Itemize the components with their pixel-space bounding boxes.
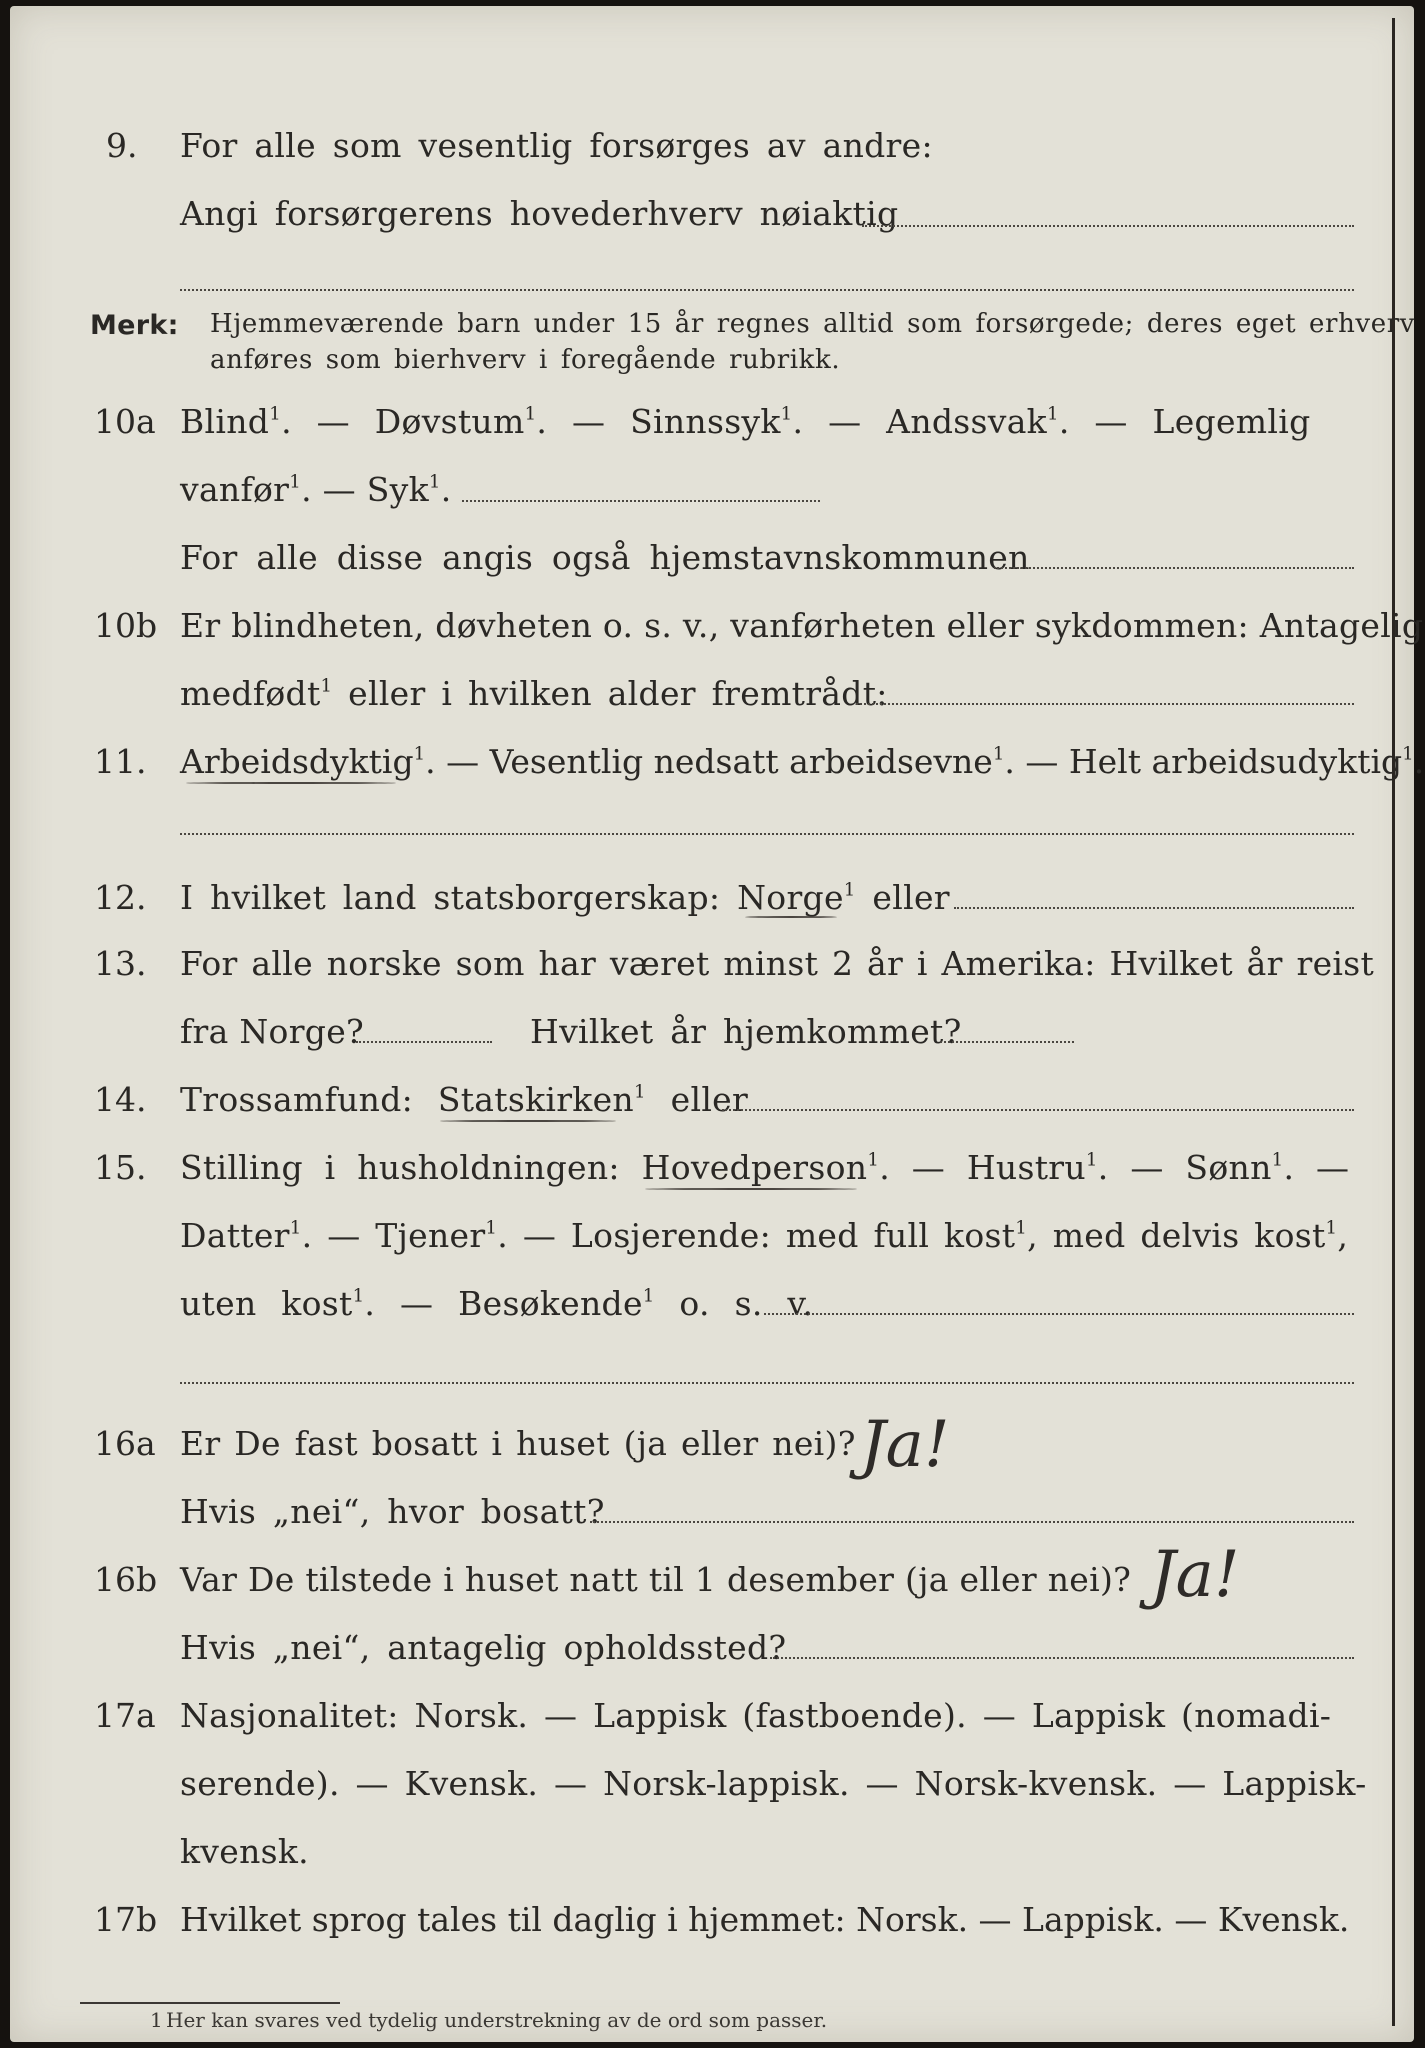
q10a-answer-line2[interactable] — [994, 567, 1354, 569]
q15-answer-line2[interactable] — [180, 1382, 1354, 1384]
q13-line1: For alle norske som har været minst 2 år i Amerika: Hvilket år reist — [180, 944, 1375, 983]
q12-answer-line[interactable] — [954, 907, 1354, 909]
q17b-line1: Hvilket sprog tales til daglig i hjemmet: Norsk. — Lappisk. — Kvensk. — [180, 1900, 1350, 1939]
q17a-line1: Nasjonalitet: Norsk. — Lappisk (fastboende). — Lappisk (nomadi- — [180, 1696, 1332, 1735]
q10a-answer-line1[interactable] — [462, 500, 820, 502]
footnote-text: Her kan svares ved tydelig understrekning av de ord som passer. — [166, 2008, 828, 2032]
q15-number: 15. — [94, 1148, 147, 1187]
q15-underline-hovedperson — [645, 1188, 857, 1190]
q13-answer-hjemkommet[interactable] — [940, 1041, 1074, 1043]
q9-answer-line2[interactable] — [180, 289, 1354, 291]
q17a-line3: kvensk. — [180, 1832, 309, 1871]
q12-underline-norge — [745, 916, 837, 918]
merk-line1: Hjemmeværende barn under 15 år regnes alltid som forsørgede; deres eget erhverv — [210, 309, 1416, 339]
q10b-number: 10b — [94, 606, 158, 645]
q9-line1: For alle som vesentlig forsørges av andre: — [180, 126, 933, 165]
footnote-rule — [80, 2002, 340, 2004]
q13-answer-reist[interactable] — [356, 1041, 492, 1043]
q12-number: 12. — [94, 878, 147, 917]
q17a-line2: serende). — Kvensk. — Norsk-lappisk. — Norsk-kvensk. — Lappisk- — [180, 1764, 1367, 1803]
q16b-handwritten-answer: Ja! — [1150, 1538, 1240, 1612]
q16a-line2: Hvis „nei“, hvor bosatt? — [180, 1492, 605, 1531]
q12-line1: I hvilket land statsborgerskap: Norge$^1$ eller — [180, 878, 950, 917]
q10b-answer-line[interactable] — [856, 703, 1354, 705]
q11-line1: Arbeidsdyktig$^1$. — Vesentlig nedsatt arbeidsevne$^1$. — Helt arbeidsudyktig$^1$. — [180, 742, 1425, 781]
q11-answer-line[interactable] — [180, 833, 1354, 835]
q16b-answer-line[interactable] — [770, 1657, 1354, 1659]
q10a-line3: For alle disse angis også hjemstavnskommunen — [180, 538, 1030, 577]
q16a-number: 16a — [94, 1424, 156, 1463]
q14-line1: Trossamfund: Statskirken$^1$ eller — [180, 1080, 749, 1119]
q14-number: 14. — [94, 1080, 147, 1119]
q16b-line1: Var De tilstede i huset natt til 1 desember (ja eller nei)? — [180, 1560, 1132, 1599]
q16b-line2: Hvis „nei“, antagelig opholdssted? — [180, 1628, 787, 1667]
q10b-line1: Er blindheten, døvheten o. s. v., vanførheten eller sykdommen: Antagelig — [180, 606, 1424, 645]
q11-number: 11. — [94, 742, 147, 781]
q14-underline-statskirken — [440, 1120, 616, 1122]
q13-number: 13. — [94, 944, 147, 983]
q9-line2: Angi forsørgerens hovederhverv nøiaktig — [180, 194, 899, 233]
q10b-line2: medfødt$^1$ eller i hvilken alder fremtrådt: — [180, 674, 888, 713]
footnote-mark: 1 — [150, 2008, 163, 2032]
q17b-number: 17b — [94, 1900, 158, 1939]
q16a-answer-line[interactable] — [590, 1521, 1354, 1523]
q16a-handwritten-answer: Ja! — [860, 1408, 950, 1482]
q17a-number: 17a — [94, 1696, 156, 1735]
q15-line3: uten kost$^1$. — Besøkende$^1$ o. s. v. — [180, 1284, 814, 1323]
q13-line2a: fra Norge? — [180, 1012, 365, 1051]
merk-label: Merk: — [90, 310, 179, 341]
q10a-line2: vanfør$^1$. — Syk$^1$. — [180, 470, 452, 509]
q13-line2b: Hvilket år hjemkommet? — [530, 1012, 962, 1051]
q15-line2: Datter$^1$. — Tjener$^1$. — Losjerende: med full kost$^1$, med delvis kost$^1$, — [180, 1216, 1349, 1255]
q16b-number: 16b — [94, 1560, 158, 1599]
merk-line2: anføres som bierhverv i foregående rubrikk. — [210, 345, 841, 375]
q9-answer-line1[interactable] — [862, 225, 1354, 227]
q10a-number: 10a — [94, 402, 156, 441]
q15-answer-line1[interactable] — [764, 1313, 1354, 1315]
q11-underline-arbeidsdyktig — [186, 782, 396, 784]
q10a-line1: Blind$^1$. — Døvstum$^1$. — Sinnssyk$^1$. — Andssvak$^1$. — Legemlig — [180, 402, 1311, 441]
q16a-line1: Er De fast bosatt i huset (ja eller nei)? — [180, 1424, 856, 1463]
q9-number: 9. — [106, 126, 138, 165]
q15-line1: Stilling i husholdningen: Hovedperson$^1$. — Hustru$^1$. — Sønn$^1$. — — [180, 1148, 1350, 1187]
q14-answer-line[interactable] — [722, 1109, 1354, 1111]
